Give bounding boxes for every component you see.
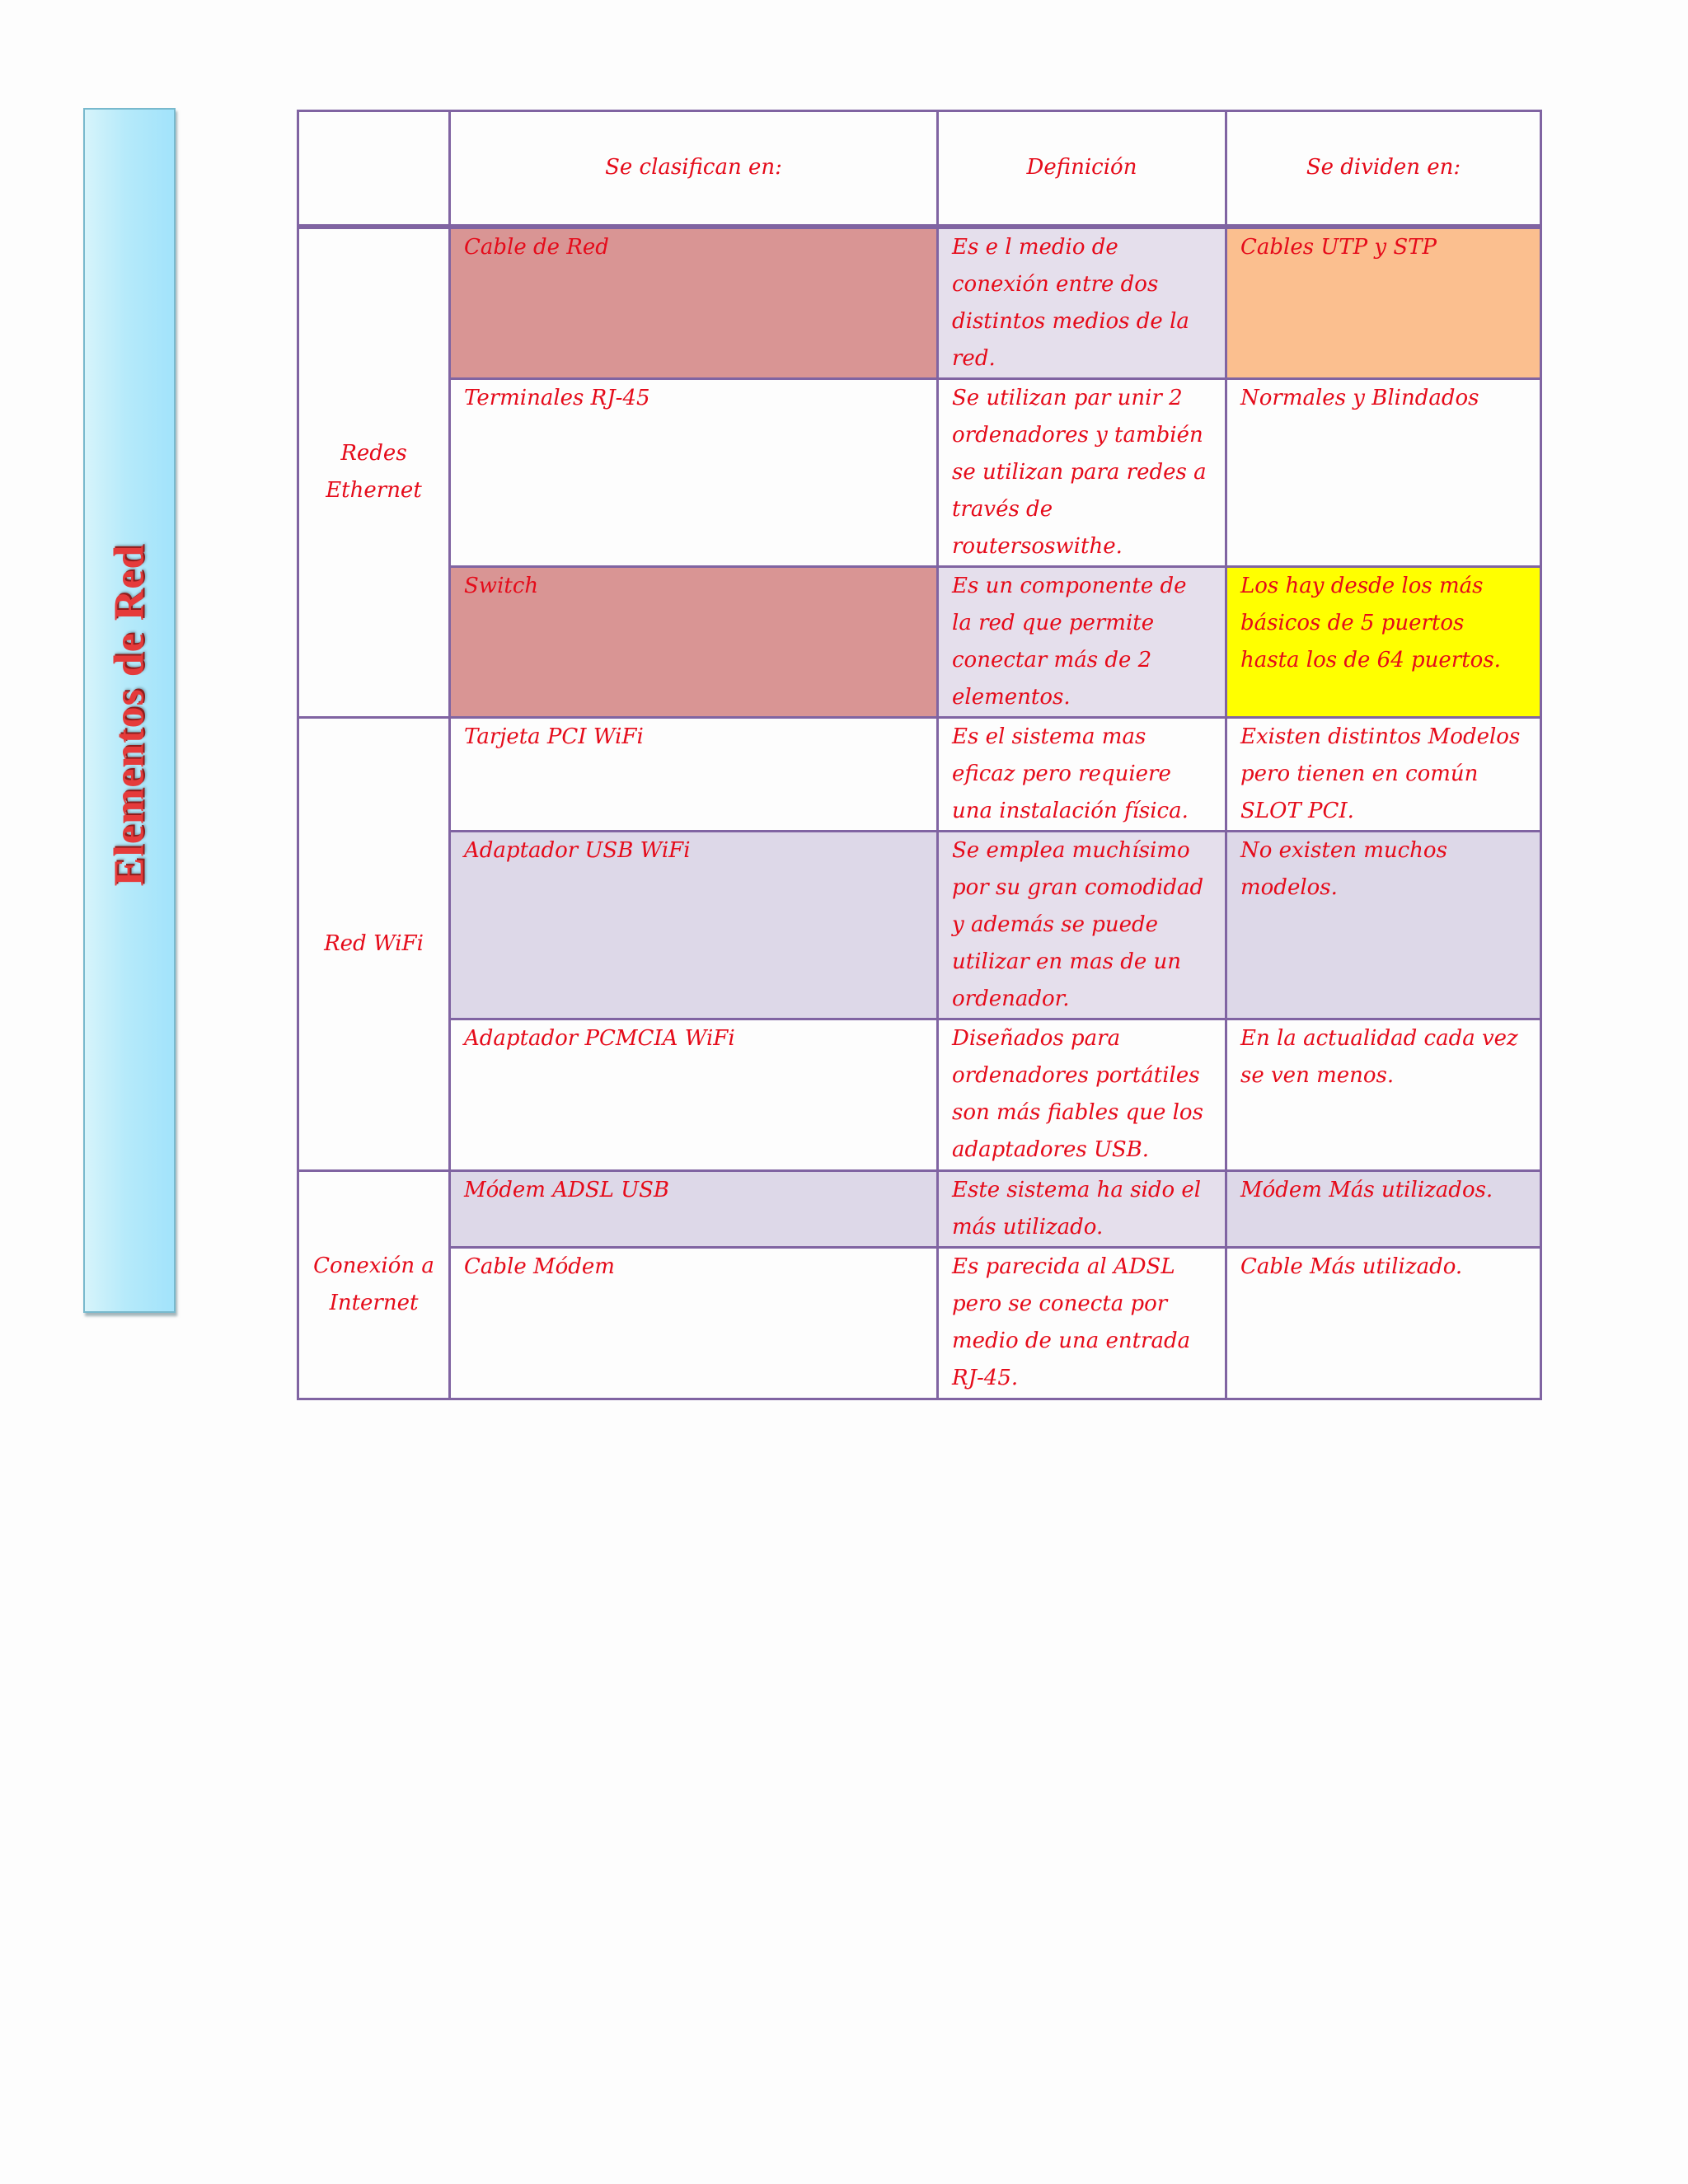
table-row [298,378,1541,566]
table-row [298,1170,1541,1247]
definition-cell: Este sistema ha sido el más utilizado. [938,1170,1226,1247]
header-definition: Definición [938,111,1226,227]
division-cell: No existen muchos modelos. [1226,831,1541,1019]
item-cell: Terminales RJ-45 [450,378,938,566]
table-row [298,717,1541,831]
network-elements-table [297,110,1542,1400]
division-cell: Cables UTP y STP [1226,227,1541,379]
group-wifi: Red WiFi [298,717,450,1170]
item-cell: Tarjeta PCI WiFi [450,717,938,831]
table-row [298,566,1541,717]
division-cell: Los hay desde los más básicos de 5 puertos hasta los de 64 puertos. [1226,566,1541,717]
division-cell: Existen distintos Modelos pero tienen en común SLOT PCI. [1226,717,1541,831]
header-classified: Se clasifican en: [450,111,938,227]
item-cell: Cable Módem [450,1247,938,1399]
definition-cell: Se utilizan par unir 2 ordenadores y también se utilizan para redes a través de routersoswithe. [938,378,1226,566]
division-cell: En la actualidad cada vez se ven menos. [1226,1019,1541,1170]
item-cell: Adaptador PCMCIA WiFi [450,1019,938,1170]
group-ethernet: Redes Ethernet [298,227,450,718]
table-row [298,227,1541,379]
division-cell: Cable Más utilizado. [1226,1247,1541,1399]
header-corner-cell [298,111,450,227]
definition-cell: Es e l medio de conexión entre dos distintos medios de la red. [938,227,1226,379]
item-cell: Módem ADSL USB [450,1170,938,1247]
definition-cell: Es un componente de la red que permite conectar más de 2 elementos. [938,566,1226,717]
division-cell: Normales y Blindados [1226,378,1541,566]
definition-cell: Se emplea muchísimo por su gran comodidad y además se puede utilizar en mas de un ordenador. [938,831,1226,1019]
header-divided: Se dividen en: [1226,111,1541,227]
table-row [298,1247,1541,1399]
table-row [298,831,1541,1019]
item-cell: Cable de Red [450,227,938,379]
table-header-row [298,111,1541,227]
definition-cell: Es el sistema mas eficaz pero requiere una instalación física. [938,717,1226,831]
group-internet: Conexión a Internet [298,1170,450,1399]
item-cell: Adaptador USB WiFi [450,831,938,1019]
division-cell: Módem Más utilizados. [1226,1170,1541,1247]
side-title-banner [83,108,176,1313]
item-cell: Switch [450,566,938,717]
side-title: Elementos de Red [106,544,153,887]
definition-cell: Diseñados para ordenadores portátiles son más fiables que los adaptadores USB. [938,1019,1226,1170]
table-row [298,1019,1541,1170]
definition-cell: Es parecida al ADSL pero se conecta por medio de una entrada RJ-45. [938,1247,1226,1399]
